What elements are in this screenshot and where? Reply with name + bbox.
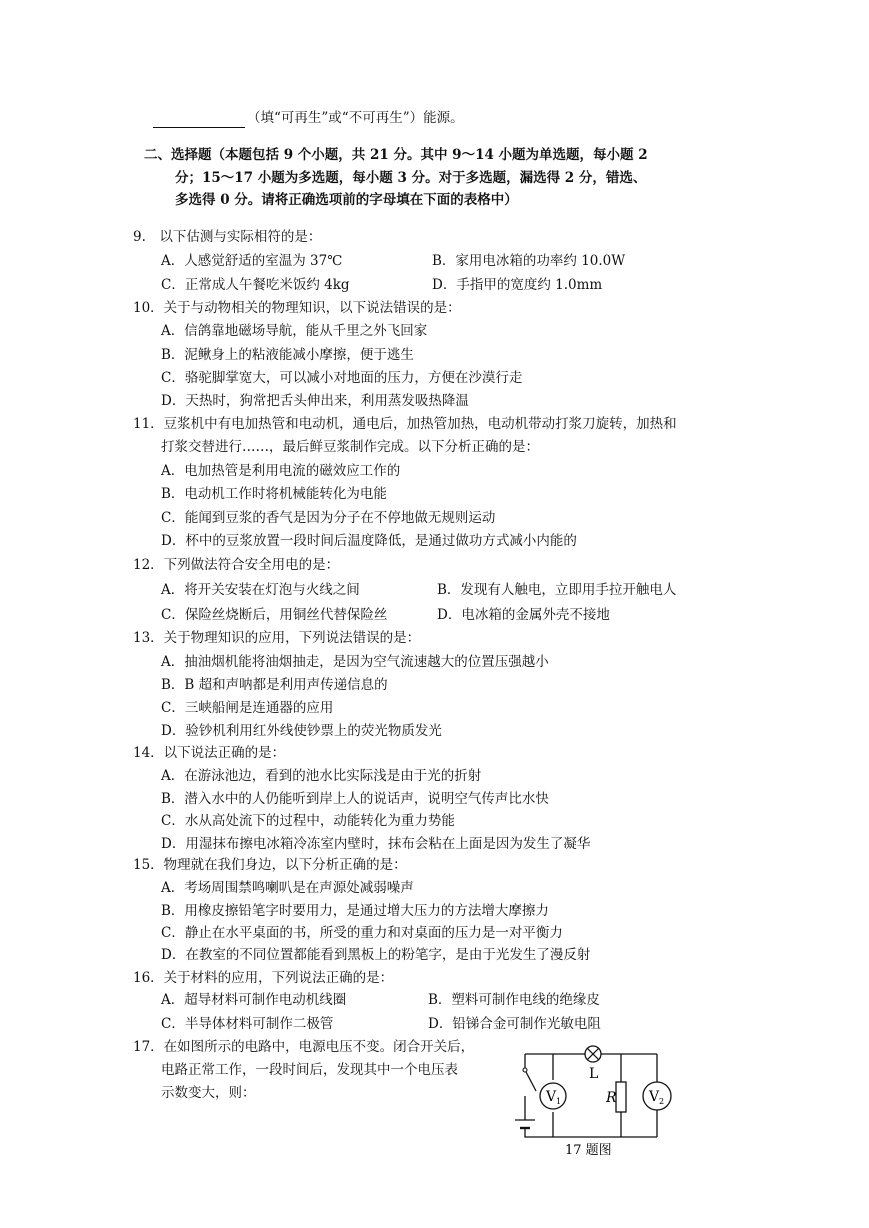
question-17-stem-cont2: 示数变大，则： (161, 1085, 256, 1101)
question-15-option-d[interactable]: D．在教室的不同位置都能看到黑板上的粉笔字，是由于光发生了漫反射 (161, 947, 591, 963)
question-10-option-b[interactable]: B．泥鳅身上的粘液能减小摩擦，便于逃生 (161, 347, 414, 363)
question-13-option-b[interactable]: B．B 超和声呐都是利用声传递信息的 (161, 677, 388, 693)
question-9-option-d[interactable]: D．手指甲的宽度约 1.0mm (432, 277, 603, 293)
answer-blank[interactable] (153, 113, 245, 128)
question-13-option-c[interactable]: C．三峡船闸是连通器的应用 (161, 700, 334, 716)
resistor-label: R (606, 1090, 617, 1106)
question-12-stem: 12．下列做法符合安全用电的是： (133, 557, 340, 573)
question-10-option-d[interactable]: D．天热时，狗常把舌头伸出来，利用蒸发吸热降温 (161, 393, 469, 409)
question-11-stem: 11．豆浆机中有电加热管和电动机，通电后，加热管加热，电动机带动打浆刀旋转，加热和 (133, 416, 677, 432)
question-14-option-b[interactable]: B．潜入水中的人仍能听到岸上人的说话声，说明空气传声比水快 (161, 791, 549, 807)
v2-sub: 2 (659, 1097, 665, 1106)
circuit-diagram (505, 1040, 695, 1160)
question-9-stem: 9. 以下估测与实际相符的是： (133, 229, 322, 245)
question-11-option-b[interactable]: B．电动机工作时将机械能转化为电能 (161, 486, 387, 502)
question-11-option-d[interactable]: D．杯中的豆浆放置一段时间后温度降低，是通过做功方式减小内能的 (161, 533, 577, 549)
fill-in-line (153, 108, 464, 128)
question-17-stem-cont: 电路正常工作，一段时间后，发现其中一个电压表 (161, 1062, 458, 1078)
question-14-stem: 14．以下说法正确的是： (133, 745, 286, 761)
question-16-option-a[interactable]: A．超导材料可制作电动机线圈 (161, 992, 347, 1008)
question-12-option-c[interactable]: C．保险丝烧断后，用铜丝代替保险丝 (161, 607, 388, 623)
question-12-option-b[interactable]: B．发现有人触电，立即用手拉开触电人 (437, 582, 677, 598)
v2-letter: V (649, 1089, 660, 1105)
section-heading-line1: 二、选择题（本题包括 9 个小题，共 21 分。其中 9～14 小题为单选题，每小题 2 (144, 147, 648, 163)
question-15-option-c[interactable]: C．静止在水平桌面的书，所受的重力和对桌面的压力是一对平衡力 (161, 925, 563, 941)
question-10-option-c[interactable]: C．骆驼脚掌宽大，可以减小对地面的压力，方便在沙漠行走 (161, 370, 523, 386)
question-16-option-d[interactable]: D．铅锑合金可制作光敏电阻 (428, 1016, 601, 1032)
lamp-label: L (589, 1066, 599, 1082)
question-17-stem: 17．在如图所示的电路中，电源电压不变。闭合开关后， (133, 1039, 475, 1055)
question-11-option-a[interactable]: A．电加热管是利用电流的磁效应工作的 (161, 463, 401, 479)
question-10-option-a[interactable]: A．信鸽靠地磁场导航，能从千里之外飞回家 (161, 323, 428, 339)
question-12-option-d[interactable]: D．电冰箱的金属外壳不接地 (437, 607, 610, 623)
question-13-option-d[interactable]: D．验钞机利用红外线使钞票上的荧光物质发光 (161, 723, 442, 739)
question-16-option-b[interactable]: B．塑料可制作电线的绝缘皮 (428, 992, 600, 1008)
question-14-option-d[interactable]: D．用湿抹布擦电冰箱冷冻室内壁时，抹布会粘在上面是因为发生了凝华 (161, 836, 591, 852)
wire-bottom (525, 1128, 657, 1137)
question-14-option-a[interactable]: A．在游泳池边，看到的池水比实际浅是由于光的折射 (161, 768, 482, 784)
lamp-icon (585, 1046, 601, 1062)
question-10-stem: 10．关于与动物相关的物理知识，以下说法错误的是： (133, 300, 461, 316)
figure-caption: 17 题图 (565, 1143, 612, 1158)
question-14-option-c[interactable]: C．水从高处流下的过程中，动能转化为重力势能 (161, 813, 455, 829)
question-16-stem: 16．关于材料的应用，下列说法正确的是： (133, 970, 394, 986)
question-15-stem: 15．物理就在我们身边，以下分析正确的是： (133, 857, 407, 873)
section-heading-line3: 多选得 0 分。请将正确选项前的字母填在下面的表格中） (175, 192, 518, 208)
question-9-option-b[interactable]: B．家用电冰箱的功率约 10.0W (432, 253, 626, 269)
question-12-option-a[interactable]: A．将开关安装在灯泡与火线之间 (161, 582, 360, 598)
question-9-option-c[interactable]: C．正常成人午餐吃米饭约 4kg (161, 277, 350, 293)
question-16-option-c[interactable]: C．半导体材料可制作二极管 (161, 1016, 334, 1032)
question-15-option-a[interactable]: A．考场周围禁鸣喇叭是在声源处减弱噪声 (161, 880, 414, 896)
v1-sub: 1 (556, 1097, 562, 1106)
switch-blade (525, 1070, 536, 1091)
v1-letter: V (546, 1089, 557, 1105)
section-heading-line2: 分；15～17 小题为多选题，每小题 3 分。对于多选题，漏选得 2 分，错选、 (175, 170, 647, 186)
resistor-icon (616, 1082, 626, 1112)
question-15-option-b[interactable]: B．用橡皮擦铅笔字时要用力，是通过增大压力的方法增大摩擦力 (161, 903, 549, 919)
question-13-stem: 13．关于物理知识的应用，下列说法错误的是： (133, 630, 421, 646)
fill-hint: （填“可再生”或“不可再生”）能源。 (247, 110, 464, 126)
question-13-option-a[interactable]: A．抽油烟机能将油烟抽走，是因为空气流速越大的位置压强越小 (161, 654, 549, 670)
question-11-option-c[interactable]: C．能闻到豆浆的香气是因为分子在不停地做无规则运动 (161, 510, 496, 526)
switch-contact (523, 1068, 527, 1072)
question-9-option-a[interactable]: A．人感觉舒适的室温为 37℃ (161, 253, 343, 269)
question-11-stem-cont: 打浆交替进行……，最后鲜豆浆制作完成。以下分析正确的是： (161, 439, 539, 455)
